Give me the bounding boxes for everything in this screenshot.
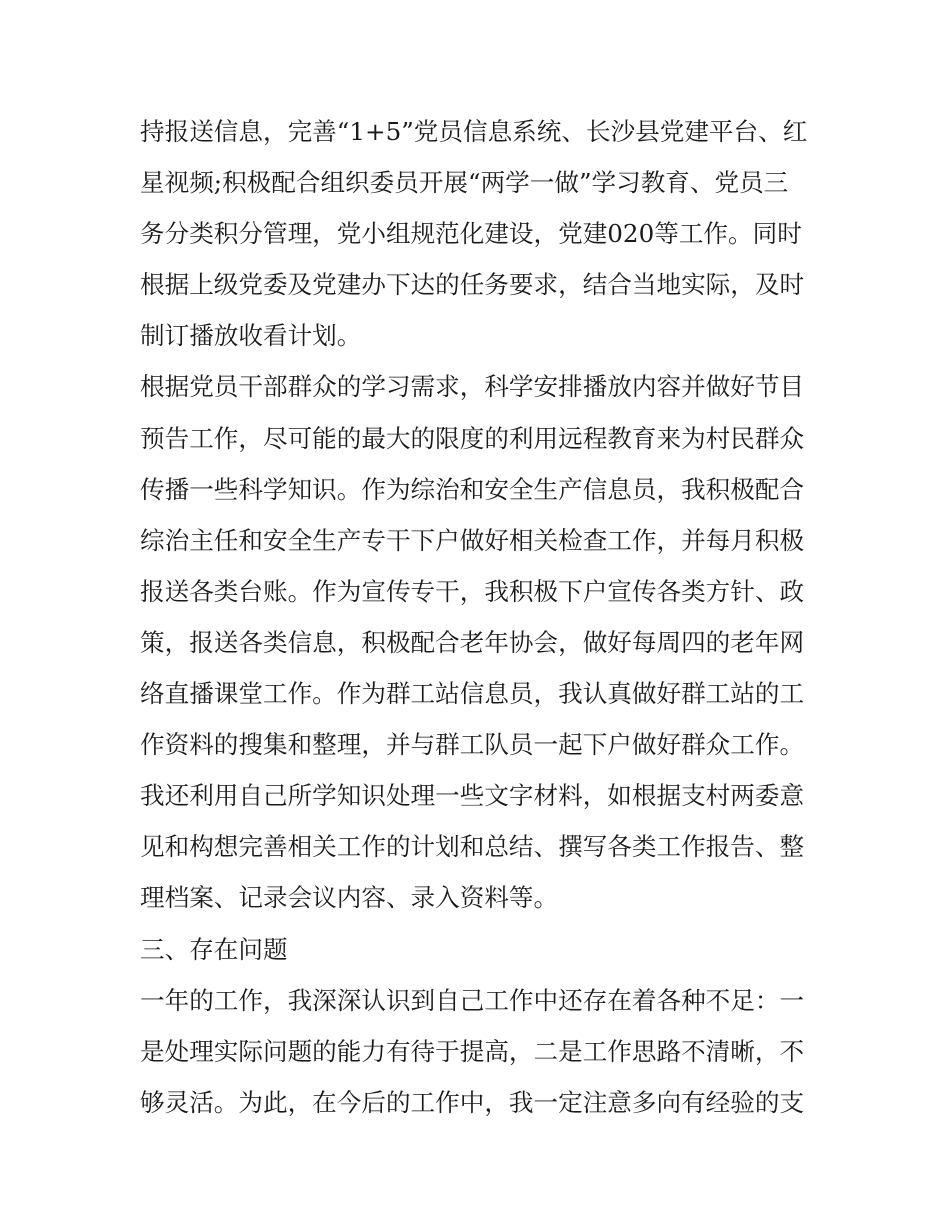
text-line: 理档案、记录会议内容、录入资料等。 xyxy=(140,883,559,913)
text-line: 是处理实际问题的能力有待于提高，二是工作思路不清晰，不 xyxy=(140,1036,805,1066)
text-line: 策，报送各类信息，积极配合老年协会，做好每周四的老年网 xyxy=(140,627,805,657)
text-line: 持报送信息，完善“1+5”党员信息系统、长沙县党建平台、红 xyxy=(140,117,808,146)
text-line: 根据上级党委及党建办下达的任务要求，结合当地实际，及时 xyxy=(140,270,805,300)
section-heading: 三、存在问题 xyxy=(140,934,288,964)
text-line: 我还利用自己所学知识处理一些文字材料，如根据支村两委意 xyxy=(140,781,805,811)
text-line: 制订播放收看计划。 xyxy=(140,321,362,351)
text-line: 综治主任和安全生产专干下户做好相关检查工作，并每月积极 xyxy=(140,525,805,555)
text-line: 够灵活。为此，在今后的工作中，我一定注意多向有经验的支 xyxy=(140,1087,805,1117)
text-line: 报送各类台账。作为宣传专干，我积极下户宣传各类方针、政 xyxy=(140,576,805,606)
text-line: 务分类积分管理，党小组规范化建设，党建020等工作。同时 xyxy=(140,219,802,249)
text-line: 星视频;积极配合组织委员开展“两学一做”学习教育、党员三 xyxy=(140,168,789,198)
document-body xyxy=(140,106,820,1128)
text-line: 预告工作，尽可能的最大的限度的利用远程教育来为村民群众 xyxy=(140,423,805,453)
text-line: 作资料的搜集和整理，并与群工队员一起下户做好群众工作。 xyxy=(140,730,805,760)
text-line: 根据党员干部群众的学习需求，科学安排播放内容并做好节目 xyxy=(140,372,805,402)
text-line: 见和构想完善相关工作的计划和总结、撰写各类工作报告、整 xyxy=(140,832,805,862)
text-line: 传播一些科学知识。作为综治和安全生产信息员，我积极配合 xyxy=(140,474,805,504)
text-line: 络直播课堂工作。作为群工站信息员，我认真做好群工站的工 xyxy=(140,679,805,709)
text-line: 一年的工作，我深深认识到自己工作中还存在着各种不足：一 xyxy=(140,985,805,1015)
